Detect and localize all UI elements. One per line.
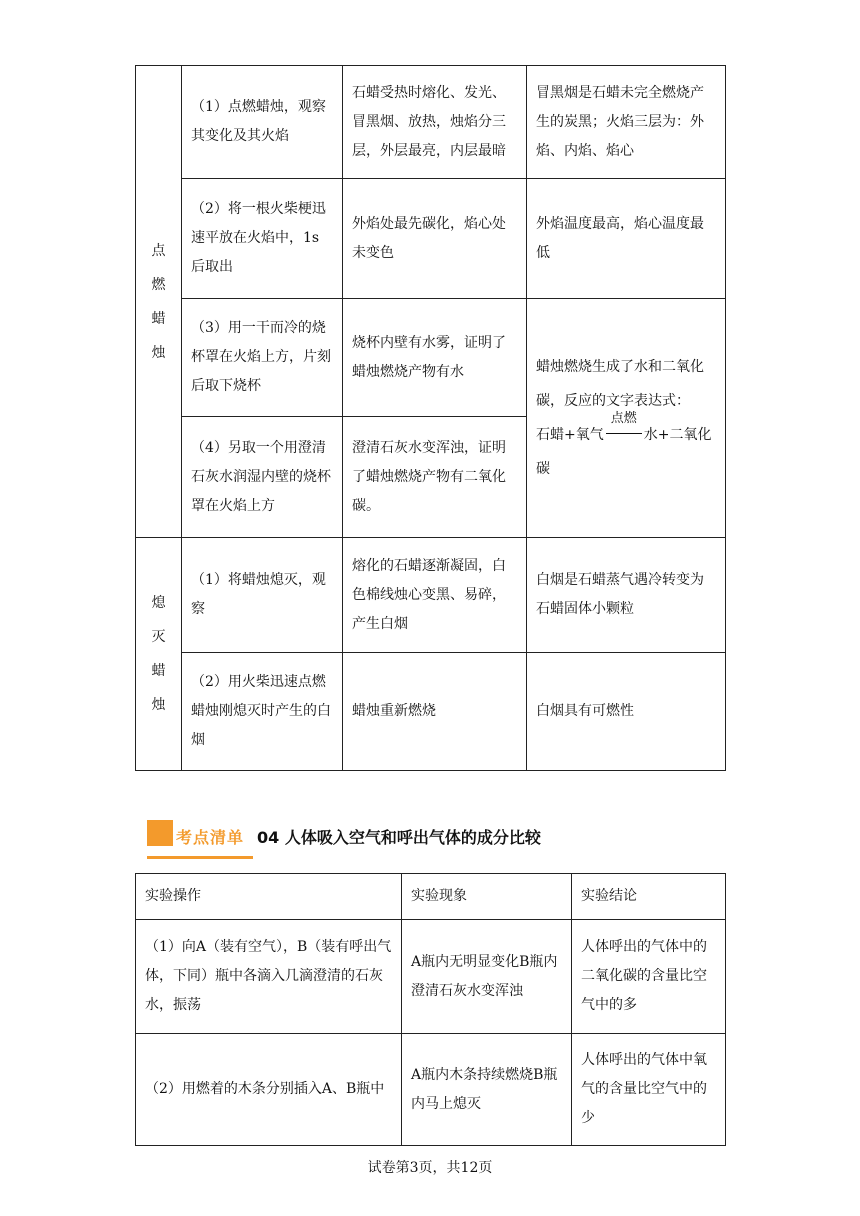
operation-cell: （3）用一干而冷的烧杯罩在火焰上方，片刻后取下烧杯: [182, 299, 343, 417]
operation-cell: （1）将蜡烛熄灭，观察: [182, 538, 343, 653]
section-underline: [147, 856, 253, 859]
section-title: 04 人体吸入空气和呼出气体的成分比较: [257, 828, 541, 847]
phenomenon-cell: 澄清石灰水变浑浊，证明了蜡烛燃烧产物有二氧化碳。: [343, 417, 527, 538]
group-label-ignite: 点 燃 蜡 烛: [136, 66, 182, 538]
equation-products: 水+二氧化碳: [536, 427, 712, 477]
section-tag: 考点清单: [176, 828, 245, 847]
phenomenon-cell: 烧杯内壁有水雾，证明了蜡烛燃烧产物有水: [343, 299, 527, 417]
conclusion-cell: 白烟具有可燃性: [527, 653, 726, 771]
table-header: 实验结论: [572, 874, 726, 920]
merged-conclusion-text: 蜡烛燃烧生成了水和二氧化碳，反应的文字表达式：: [536, 359, 704, 409]
conclusion-cell: 人体呼出的气体中的二氧化碳的含量比空气中的多: [572, 920, 726, 1034]
operation-cell: （1）向A（装有空气），B（装有呼出气体，下同）瓶中各滴入几滴澄清的石灰水，振荡: [136, 920, 402, 1034]
table-header: 实验现象: [402, 874, 572, 920]
table-header: 实验操作: [136, 874, 402, 920]
conclusion-cell: 冒黑烟是石蜡未完全燃烧产生的炭黑；火焰三层为：外焰、内焰、焰心: [527, 66, 726, 179]
phenomenon-cell: A瓶内木条持续燃烧B瓶内马上熄灭: [402, 1034, 572, 1146]
phenomenon-cell: 外焰处最先碳化，焰心处未变色: [343, 179, 527, 299]
phenomenon-cell: 蜡烛重新燃烧: [343, 653, 527, 771]
conclusion-cell: 白烟是石蜡蒸气遇冷转变为石蜡固体小颗粒: [527, 538, 726, 653]
merged-conclusion-cell: [527, 299, 726, 538]
reaction-arrow: [606, 411, 642, 445]
operation-cell: （2）用燃着的木条分别插入A、B瓶中: [136, 1034, 402, 1146]
reaction-condition: 点燃: [610, 411, 637, 426]
conclusion-cell: 人体呼出的气体中氧气的含量比空气中的少: [572, 1034, 726, 1146]
operation-cell: （2）用火柴迅速点燃蜡烛刚熄灭时产生的白烟: [182, 653, 343, 771]
breath-comparison-table: [135, 873, 726, 1146]
section-heading: [147, 819, 747, 863]
phenomenon-cell: 石蜡受热时熔化、发光、冒黑烟、放热，烛焰分三层，外层最亮，内层最暗: [343, 66, 527, 179]
conclusion-cell: 外焰温度最高，焰心温度最低: [527, 179, 726, 299]
phenomenon-cell: A瓶内无明显变化B瓶内澄清石灰水变浑浊: [402, 920, 572, 1034]
section-marker-icon: [147, 820, 173, 846]
equation-reactants: 石蜡+氧气: [536, 427, 604, 443]
operation-cell: （1）点燃蜡烛，观察其变化及其火焰: [182, 66, 343, 179]
candle-experiment-table: [135, 65, 726, 771]
operation-cell: （4）另取一个用澄清石灰水润湿内壁的烧杯罩在火焰上方: [182, 417, 343, 538]
page-footer: 试卷第3页，共12页: [367, 1160, 493, 1176]
phenomenon-cell: 熔化的石蜡逐渐凝固，白色棉线烛心变黑、易碎，产生白烟: [343, 538, 527, 653]
operation-cell: （2）将一根火柴梗迅速平放在火焰中，1s后取出: [182, 179, 343, 299]
group-label-extinguish: 熄 灭 蜡 烛: [136, 538, 182, 771]
